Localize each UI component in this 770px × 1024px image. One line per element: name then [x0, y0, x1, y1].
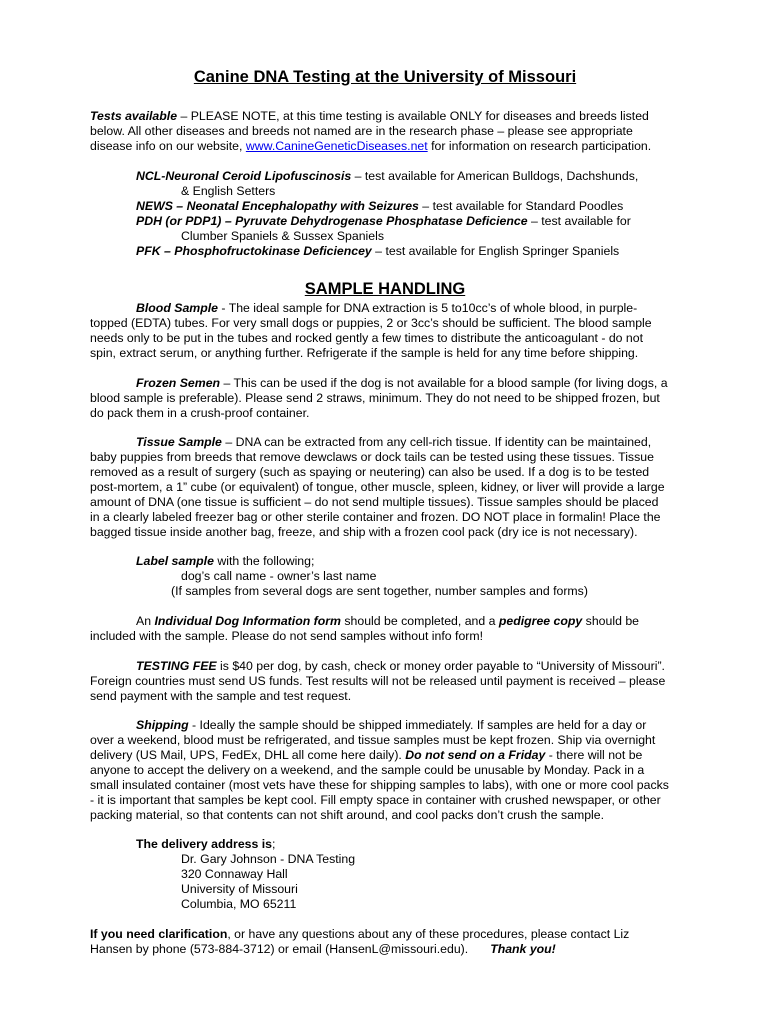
tissue-line-7: bagged tissue inside another bag, freeze, and ship with a frozen cool pack (dry ice is not necessary). [90, 525, 638, 539]
label-line-3: (If samples from several dogs are sent together, number samples and forms) [171, 584, 588, 598]
pdh-name: PDH (or PDP1) – Pyruvate Dehydrogenase Phosphatase Deficience [136, 214, 528, 228]
pedigree-copy: pedigree copy [498, 614, 583, 628]
tissue-line-1: – DNA can be extracted from any cell-rich tissue. If identity can be maintained, [221, 435, 652, 449]
sample-handling-heading: SAMPLE HANDLING [304, 280, 466, 298]
disease-list [136, 169, 696, 259]
news-desc: – test available for Standard Poodles [418, 199, 624, 213]
thank-you: Thank you! [490, 942, 556, 956]
ncl-desc: – test available for American Bulldogs, Dachshunds, [351, 169, 639, 183]
tissue-line-5: amount of DNA (one tissue is sufficient – do not send multiple tissues). Tissue samples should be placed [90, 495, 659, 509]
fee-line-2: Foreign countries must send US funds. Test results will not be released until payment is received – please [90, 674, 666, 688]
blood-sample-paragraph [90, 301, 690, 361]
blood-line-3: needs only to be put in the tubes and rocked gently a few times to distribute the anticoagulant - do not [90, 331, 644, 345]
blood-line-4: spin, extract serum, or anything further. Refrigerate if the sample is held for any time before shipping. [90, 346, 639, 360]
tissue-line-3: removed as a result of surgery (such as spaying or neutering) can also be used. If a dog is to be tested [90, 465, 650, 479]
address-line-1: Dr. Gary Johnson - DNA Testing [181, 852, 356, 866]
address-line-4: Columbia, MO 65211 [181, 897, 297, 911]
label-line-2: dog’s call name - owner’s last name [181, 569, 377, 583]
form-line-2: included with the sample. Please do not send samples without info form! [90, 629, 484, 643]
testing-fee-paragraph [90, 659, 690, 704]
clarify-line-2: Hansen by phone (573-884-3712) or email (HansenL@missouri.edu). [90, 942, 469, 956]
tests-line-2: below. All other diseases and breeds not named are in the research phase – please see appropriate [90, 124, 633, 138]
shipping-line-3-post: - there will not be [545, 748, 643, 762]
form-mid: should be completed, and a [340, 614, 499, 628]
news-name: NEWS – Neonatal Encephalopathy with Seizures [136, 199, 419, 213]
pdh-desc: – test available for [527, 214, 631, 228]
tests-available-paragraph [90, 109, 690, 154]
clarify-line-1: , or have any questions about any of these procedures, please contact Liz [227, 927, 630, 941]
label-sample-label: Label sample [136, 554, 214, 568]
label-sample-paragraph [90, 554, 690, 599]
shipping-paragraph [90, 718, 690, 823]
tissue-sample-paragraph [90, 435, 690, 540]
form-post: should be [582, 614, 640, 628]
semen-line-3: do pack them in a crush-proof container. [90, 406, 310, 420]
semen-line-1: – This can be used if the dog is not available for a blood sample (for living dogs, a [220, 376, 668, 390]
tests-line-3-post: for information on research participation. [427, 139, 652, 153]
page-title: Canine DNA Testing at the University of Missouri [193, 68, 577, 86]
pfk-name: PFK – Phosphofructokinase Deficiencey [136, 244, 372, 258]
shipping-line-7: packing material, so that contents can not shift around, and cool packs don’t crush the sample. [90, 808, 605, 822]
tissue-line-2: baby puppies from breeds that remove dewclaws or dock tails can be tested using these tissues. Tissue [90, 450, 654, 464]
label-line-1: with the following; [213, 554, 315, 568]
frozen-semen-paragraph [90, 376, 690, 421]
tissue-line-4: post-mortem, a 1” cube (or equivalent) of tongue, other muscle, spleen, kidney, or liver will provide a large [90, 480, 665, 494]
delivery-label: The delivery address is [136, 837, 273, 851]
fee-line-1: is $40 per dog, by cash, check or money order payable to “University of Missouri”. [216, 659, 665, 673]
pdh-line-2: Clumber Spaniels & Sussex Spaniels [181, 229, 385, 243]
form-pre: An [136, 614, 155, 628]
no-friday-warning: Do not send on a Friday [405, 748, 546, 762]
tests-line-1: – PLEASE NOTE, at this time testing is available ONLY for diseases and breeds listed [177, 109, 649, 123]
ncl-name: NCL-Neuronal Ceroid Lipofuscinosis [136, 169, 352, 183]
delivery-label-post: ; [272, 837, 276, 851]
clarification-paragraph [90, 927, 690, 957]
shipping-line-5: small insulated container (most vets have these for shipping samples to labs), with one or more cool packs [90, 778, 669, 792]
frozen-semen-label: Frozen Semen [136, 376, 221, 390]
shipping-line-1: - Ideally the sample should be shipped immediately. If samples are held for a day or [188, 718, 647, 732]
tissue-sample-label: Tissue Sample [136, 435, 222, 449]
blood-sample-label: Blood Sample [136, 301, 218, 315]
tests-line-3-pre: disease info on our website, [90, 139, 246, 153]
shipping-line-6: - it is important that samples be kept cool. Fill empty space in container with crushed newspaper, or other [90, 793, 661, 807]
shipping-label: Shipping [136, 718, 189, 732]
testing-fee-label: TESTING FEE [136, 659, 217, 673]
address-line-3: University of Missouri [181, 882, 298, 896]
ncl-line-2: & English Setters [181, 184, 276, 198]
info-form-paragraph [90, 614, 690, 644]
blood-line-1: - The ideal sample for DNA extraction is 5 to10cc’s of whole blood, in purple- [218, 301, 638, 315]
blood-line-2: topped (EDTA) tubes. For very small dogs or puppies, 2 or 3cc’s should be sufficient. The blood sample [90, 316, 652, 330]
semen-line-2: blood sample is preferable). Please send 2 straws, minimum. They do not need to be shipped frozen, but [90, 391, 660, 405]
website-link[interactable]: www.CanineGeneticDiseases.net [245, 139, 428, 153]
address-line-2: 320 Connaway Hall [181, 867, 288, 881]
shipping-line-4: anyone to accept the delivery on a weekend, and the sample could be unusable by Monday. Pack in a [90, 763, 645, 777]
fee-line-3: send payment with the sample and test request. [90, 689, 352, 703]
info-form-name: Individual Dog Information form [154, 614, 341, 628]
tissue-line-6: in a clearly labeled freezer bag or other sterile container and frozen. DO NOT place in formalin! Place the [90, 510, 661, 524]
tests-available-label: Tests available [90, 109, 178, 123]
delivery-address-block [90, 837, 690, 912]
pfk-desc: – test available for English Springer Spaniels [371, 244, 620, 258]
shipping-line-2: over a weekend, blood must be refrigerated, and tissue samples must be kept frozen. Ship via overnight [90, 733, 656, 747]
shipping-line-3-pre: delivery (US Mail, UPS, FedEx, DHL all come here daily). [90, 748, 406, 762]
clarification-label: If you need clarification [90, 927, 228, 941]
